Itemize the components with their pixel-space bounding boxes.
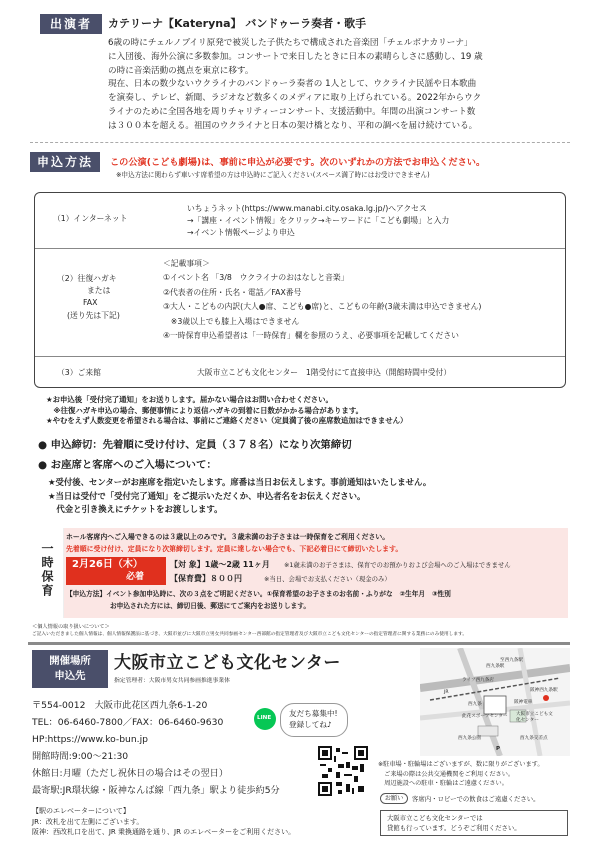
apply-row-internet [35,193,565,249]
parking-line: ご来場の際は公共交通機関をご利用ください。 [378,770,515,778]
nursery-method2: お申込された方には、締切日後、郵送にてご案内をお送りします。 [110,602,311,610]
row-line: →「講座・イベント情報」をクリック→キーワードに「こども劇場」と入力 [187,216,450,226]
venue-closed: 休館日:月曜（ただし祝休日の場合はその翌日） [32,768,229,779]
map-label: 阪神西九条駅 [530,688,558,693]
row-label: （3）ご来館 [57,368,101,377]
bio-line: 6歳の時にチェルノブイリ原発で被災した子供たちで構成された音楽団「チェルボナカリーナ」 [108,38,473,48]
row-line: ＜記載事項＞ [163,259,210,268]
note-line: ★やむをえず人数変更を希望される場合は、事前にご連絡ください（定員満了後の座席数追加はできません） [46,416,408,425]
label-line: (送り先は下記) [67,310,120,320]
nursery-tag: 一時保育 [40,542,54,598]
venue-name: 大阪市立こども文化センター [114,653,341,673]
bio-line: 現在、日本の数少ないウクライナのバンドゥーラ奏者の 1人として、ウクライナ民謡や日本歌曲 [108,79,477,90]
rental-line: 貸館も行っています。どうぞご利用ください。 [387,824,521,832]
nursery-fee-note: ※当日、会場でお支払ください（現金のみ） [264,575,391,583]
bio-line: に入団後、海外公演に多数参加。コンサートで来日したときに日本の素晴らしさに感動し、19 歳 [108,51,483,62]
qr-code-icon[interactable] [318,746,368,796]
row-line: ①イベント名 「3/8 ウクライナのおはなしと音楽」 [163,273,349,283]
rental-box [380,810,568,836]
venue-tel: TEL：06-6460-7800／FAX：06-6460-9630 [32,717,224,728]
map-label: JR [444,690,449,695]
line-badge: LINE [257,715,272,721]
bio-line: ライナのために全国各地を周りチャリティーコンサート、支援活動中。年間の出演コンサート数 [108,106,476,117]
map-label: 此花スポーツセンター [462,714,508,719]
elevator-line: JR：改札を出て左側にございます。 [32,817,144,826]
bio-line: は３００本を超える。祖国のウクライナと日本の架け橋となり、平和の調べを届け続けている。 [108,120,478,131]
elevator-line: 阪神：西改札口を出て、JR 乗換通路を通り、JR のエレベーターをご利用ください。 [32,828,296,836]
map-label: 西九条公園 [458,736,481,741]
venue-station: 最寄駅:JR環状線・阪神なんば線「西九条」駅より徒歩約5分 [32,785,280,796]
parking-line: 周辺施設への駐車・駐輪はご遠慮ください。 [378,780,508,787]
venue-hp-link[interactable]: HP:https://www.ko-bun.jp [32,734,148,745]
row-line: ③大人・こどもの内訳(大人●席、こども●席)と、こどもの年齢(3歳未満は申込できません) [163,302,482,312]
label-line: FAX [83,298,98,308]
map-label: ライフ西九条店 [462,678,494,683]
apply-notice: この公演(こども劇場)は、事前に申込が必要です。次のいずれかの方法でお申込ください。 [110,157,486,168]
venue-hours: 開館時間:9:00～21:30 [32,751,129,762]
map-label: 西九条駅 [486,664,505,669]
row-content [187,203,557,240]
section-divider [28,642,570,645]
note-line: ※往復ハガキ申込の場合、郵便事情により返信ハガキの到着に日数がかかる場合があります。 [46,405,364,415]
line-msg: 登録してね♪ [289,720,332,729]
apply-notes [46,395,566,427]
row-line: いちょうネット(https://www.manabi.city.osaka.lg.jp/)へアクセス [187,204,427,213]
please-text: 客席内・ロビーでの飲食はご遠慮ください。 [412,795,540,803]
bio-line: の時に音楽活動の拠点を東京に移す。 [108,65,254,76]
rental-line: 大阪市立こども文化センターでは [387,814,483,822]
elevator-info [32,806,432,838]
elevator-head: 【駅のエレベーターについて】 [32,807,130,815]
map-labels [424,652,570,756]
parking-notes [378,760,578,789]
nursery-date: 2月26日（木） [72,559,143,570]
venue-tag-line: 開催場所 [49,655,91,667]
map-label: 大阪市立こども文化センター [516,712,553,723]
label-line: または [87,286,111,296]
row-line: ④一時保育申込希望者は「一時保育」欄を参照のうえ、必要事項を記載してください [163,331,459,341]
map-label: 至西九条駅 [500,658,523,663]
seat-line: 代金と引き換えにチケットをお渡しします。 [48,504,223,514]
nursery-date-badge [66,557,166,585]
map-label: 西九条 [468,702,482,707]
venue-tag [32,650,108,688]
line-msg: 友だち募集中! [289,709,338,718]
apply-table [34,192,566,388]
label-line: （2）往復ハガキ [57,274,117,283]
nursery-tag-box [28,528,64,618]
nursery-must: 必着 [126,572,145,582]
row-line: →イベント情報ページより申込 [187,228,295,238]
nursery-line1: ホール客席内へご入場できるのは３歳以上のみです。３歳未満のお子さまは一時保育をご利用ください。 [66,533,390,541]
apply-row-visit [35,357,565,387]
venue-tag-line: 申込先 [54,670,86,682]
seat-line: ★当日は受付で「受付完了通知」をご提示いただくか、申込者名をお伝えください。 [48,490,366,501]
line-icon[interactable] [254,708,276,730]
nursery-line2: 先着順に受け付け、定員になり次第締切します。定員に達しない場合でも、下記必着日にて締切いたします。 [66,545,403,553]
divider [30,142,570,143]
seat-lines [48,476,578,517]
privacy-head: ＜個人情報の取り扱いについて＞ [32,624,110,630]
row-line: ※3歳以上でも膝上入場はできません [163,316,300,326]
nursery-fee: 【保育費】８００円 [170,574,242,583]
apply-subnotice: ※申込方法に関わらず車いす席希望の方は申込時にご記入ください(スペース満了時にはお受けできません) [116,171,430,179]
row-label [57,273,177,322]
row-label: （1）インターネット [53,214,128,223]
nursery-target-note: ※1歳未満のお子さまは、保育でのお預かりおよび会場へのご入場はできません [284,561,511,569]
performer-tag: 出演者 [40,14,102,34]
map-label: P [496,746,501,752]
row-content [163,257,563,343]
apply-deadline: ● 申込締切：先着順に受け付け、定員（３７８名）になり次第締切 [38,439,352,451]
map-label: 酉九条交差点 [520,736,548,741]
nursery-method: 【申込方法】イベント参加申込時に、次の３点をご明記ください。①保育希望のお子さまのお名前・ふりがな ②生年月 ③性別 [66,590,451,598]
venue-info [32,697,432,799]
row-content: 大阪市立こども文化センター 1階受付にて直接申込（開館時間中受付） [197,368,452,377]
parking-line: ※駐車場・駐輪場はございますが、数に限りがございます。 [378,761,544,768]
nursery-target: 【対 象】1歳～2歳 11ヶ月 [170,560,270,569]
venue-postal: 〒554-0012 大阪市此花区西九条6-1-20 [32,700,208,711]
seat-line: ★受付後、センターがお座席を指定いたします。席番は当日お伝えします。事前通知はいたしません。 [48,477,432,487]
row-line: ②代表者の住所・氏名・電話／FAX番号 [163,287,302,297]
venue-manager: 指定管理者：大阪市男女共同参画推進事業体 [114,678,230,684]
line-bubble [280,703,348,737]
note-line: ★お申込後「受付完了通知」をお送りします。届かない場合はお問い合わせください。 [46,395,333,404]
apply-row-postcard [35,249,565,357]
privacy-body: ご記入いただきました個人情報は、個人情報保護法に基づき、大阪市並びに大阪市立男女共同参画センター西部館の指定管理者及び大阪市立こども文化センターの指定管理者に関する業務にのみ使用します。 [32,632,468,637]
please-tag: お願い [380,793,408,804]
apply-tag: 申込方法 [30,152,100,172]
performer-name: カテリーナ【Kateryna】 バンドゥーラ奏者・歌手 [108,17,367,30]
performer-bio [108,37,578,134]
map-label: 阪神電車 [514,700,533,705]
bio-line: を演奏し、テレビ、新聞、ラジオなど数多くのメディアに取り上げられている。2022年からウク [108,93,482,104]
seat-head: ● お座席と客席へのご入場について： [38,459,217,471]
